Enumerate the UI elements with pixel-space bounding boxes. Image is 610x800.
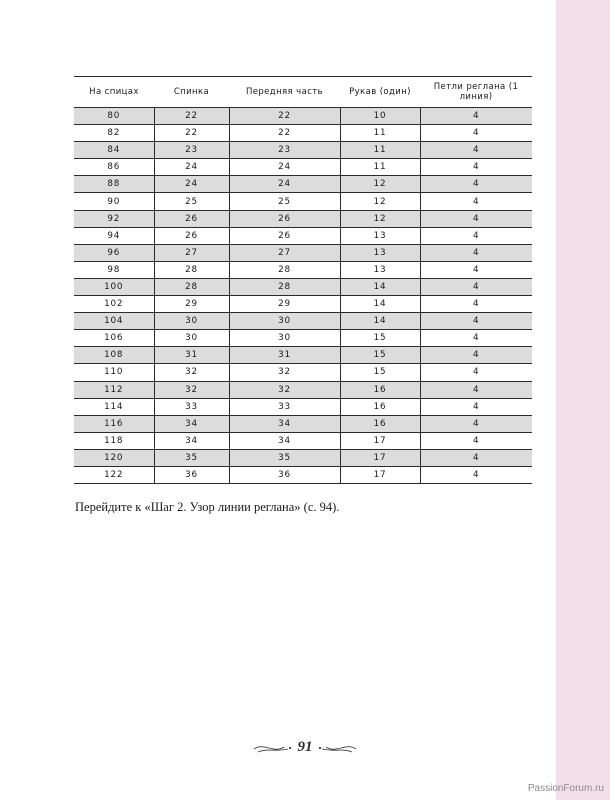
table-cell: 34: [154, 415, 229, 432]
table-cell: 33: [229, 398, 340, 415]
table-cell: 14: [340, 313, 420, 330]
table-row: [74, 313, 532, 330]
table-row: [74, 432, 532, 449]
table-cell: 4: [420, 347, 532, 364]
table-cell: 34: [229, 415, 340, 432]
table-cell: 24: [154, 159, 229, 176]
table-cell: 12: [340, 210, 420, 227]
table-cell: 30: [154, 313, 229, 330]
table-cell: 23: [229, 142, 340, 159]
table-cell: 14: [340, 296, 420, 313]
table-cell: 11: [340, 159, 420, 176]
table-cell: 94: [74, 227, 154, 244]
table-cell: 29: [229, 296, 340, 313]
table-cell: 25: [154, 193, 229, 210]
table-cell: 96: [74, 244, 154, 261]
header-back: Спинка: [154, 77, 229, 108]
header-sleeve: Рукав (один): [340, 77, 420, 108]
table-cell: 80: [74, 108, 154, 125]
table-cell: 26: [154, 210, 229, 227]
table-cell: 34: [154, 432, 229, 449]
table-row: [74, 415, 532, 432]
table-row: [74, 176, 532, 193]
table-cell: 16: [340, 398, 420, 415]
table-cell: 15: [340, 347, 420, 364]
sizing-table-container: [74, 76, 532, 484]
table-cell: 30: [229, 313, 340, 330]
table-header-row: [74, 77, 532, 108]
table-cell: 90: [74, 193, 154, 210]
table-cell: 32: [229, 364, 340, 381]
table-cell: 30: [154, 330, 229, 347]
table-cell: 31: [229, 347, 340, 364]
table-cell: 102: [74, 296, 154, 313]
table-row: [74, 142, 532, 159]
table-cell: 22: [229, 108, 340, 125]
table-cell: 112: [74, 381, 154, 398]
table-row: [74, 193, 532, 210]
table-cell: 4: [420, 142, 532, 159]
table-cell: 24: [229, 176, 340, 193]
table-row: [74, 210, 532, 227]
table-cell: 32: [154, 364, 229, 381]
table-cell: 22: [229, 125, 340, 142]
table-cell: 11: [340, 125, 420, 142]
site-watermark: PassionForum.ru: [527, 783, 604, 794]
step-reference-note: Перейдите к «Шаг 2. Узор линии реглана» (с. 94).: [75, 500, 340, 514]
table-cell: 4: [420, 193, 532, 210]
table-cell: 30: [229, 330, 340, 347]
table-cell: 13: [340, 261, 420, 278]
table-row: [74, 227, 532, 244]
table-cell: 24: [229, 159, 340, 176]
table-cell: 12: [340, 176, 420, 193]
table-cell: 13: [340, 227, 420, 244]
side-color-band: [556, 0, 610, 800]
table-cell: 28: [154, 261, 229, 278]
table-cell: 28: [154, 278, 229, 295]
table-cell: 36: [229, 466, 340, 483]
table-row: [74, 330, 532, 347]
table-cell: 35: [229, 449, 340, 466]
table-cell: 27: [229, 244, 340, 261]
table-cell: 17: [340, 449, 420, 466]
table-cell: 25: [229, 193, 340, 210]
table-cell: 116: [74, 415, 154, 432]
table-cell: 31: [154, 347, 229, 364]
table-cell: 4: [420, 278, 532, 295]
table-cell: 34: [229, 432, 340, 449]
table-cell: 28: [229, 261, 340, 278]
sizing-table: [74, 76, 532, 484]
table-cell: 4: [420, 210, 532, 227]
table-cell: 4: [420, 227, 532, 244]
table-cell: 29: [154, 296, 229, 313]
table-cell: 12: [340, 193, 420, 210]
table-cell: 86: [74, 159, 154, 176]
table-cell: 4: [420, 125, 532, 142]
table-cell: 4: [420, 466, 532, 483]
table-cell: 92: [74, 210, 154, 227]
table-cell: 4: [420, 449, 532, 466]
table-cell: 32: [154, 381, 229, 398]
table-cell: 4: [420, 381, 532, 398]
table-cell: 10: [340, 108, 420, 125]
table-cell: 4: [420, 432, 532, 449]
table-cell: 4: [420, 398, 532, 415]
header-needles: На спицах: [74, 77, 154, 108]
table-cell: 22: [154, 108, 229, 125]
table-row: [74, 261, 532, 278]
table-cell: 4: [420, 296, 532, 313]
table-cell: 114: [74, 398, 154, 415]
table-cell: 26: [229, 210, 340, 227]
table-cell: 26: [154, 227, 229, 244]
table-cell: 106: [74, 330, 154, 347]
table-cell: 4: [420, 313, 532, 330]
header-raglan-stitches: Петли реглана (1 линия): [420, 77, 532, 108]
table-cell: 4: [420, 415, 532, 432]
table-cell: 108: [74, 347, 154, 364]
table-cell: 22: [154, 125, 229, 142]
table-cell: 16: [340, 415, 420, 432]
table-cell: 17: [340, 432, 420, 449]
table-row: [74, 347, 532, 364]
page-folio: [250, 738, 360, 758]
table-cell: 4: [420, 159, 532, 176]
table-row: [74, 364, 532, 381]
table-cell: 13: [340, 244, 420, 261]
table-cell: 82: [74, 125, 154, 142]
table-cell: 98: [74, 261, 154, 278]
page-number: 91: [297, 739, 313, 755]
table-cell: 27: [154, 244, 229, 261]
table-cell: 4: [420, 364, 532, 381]
table-cell: 100: [74, 278, 154, 295]
table-cell: 11: [340, 142, 420, 159]
table-cell: 24: [154, 176, 229, 193]
header-front: Передняя часть: [229, 77, 340, 108]
table-body: [74, 108, 532, 484]
table-cell: 26: [229, 227, 340, 244]
table-cell: 4: [420, 176, 532, 193]
table-row: [74, 466, 532, 483]
table-cell: 32: [229, 381, 340, 398]
table-row: [74, 381, 532, 398]
table-cell: 28: [229, 278, 340, 295]
table-cell: 23: [154, 142, 229, 159]
table-cell: 15: [340, 364, 420, 381]
table-cell: 88: [74, 176, 154, 193]
table-cell: 110: [74, 364, 154, 381]
table-cell: 104: [74, 313, 154, 330]
table-cell: 36: [154, 466, 229, 483]
table-row: [74, 398, 532, 415]
table-cell: 4: [420, 244, 532, 261]
table-cell: 33: [154, 398, 229, 415]
table-row: [74, 244, 532, 261]
table-cell: 118: [74, 432, 154, 449]
table-row: [74, 449, 532, 466]
table-cell: 4: [420, 330, 532, 347]
table-row: [74, 125, 532, 142]
table-cell: 35: [154, 449, 229, 466]
table-cell: 17: [340, 466, 420, 483]
table-row: [74, 108, 532, 125]
table-cell: 4: [420, 108, 532, 125]
table-row: [74, 159, 532, 176]
table-row: [74, 296, 532, 313]
table-cell: 14: [340, 278, 420, 295]
table-row: [74, 278, 532, 295]
table-cell: 16: [340, 381, 420, 398]
table-cell: 15: [340, 330, 420, 347]
table-cell: 122: [74, 466, 154, 483]
table-cell: 84: [74, 142, 154, 159]
table-cell: 4: [420, 261, 532, 278]
table-cell: 120: [74, 449, 154, 466]
